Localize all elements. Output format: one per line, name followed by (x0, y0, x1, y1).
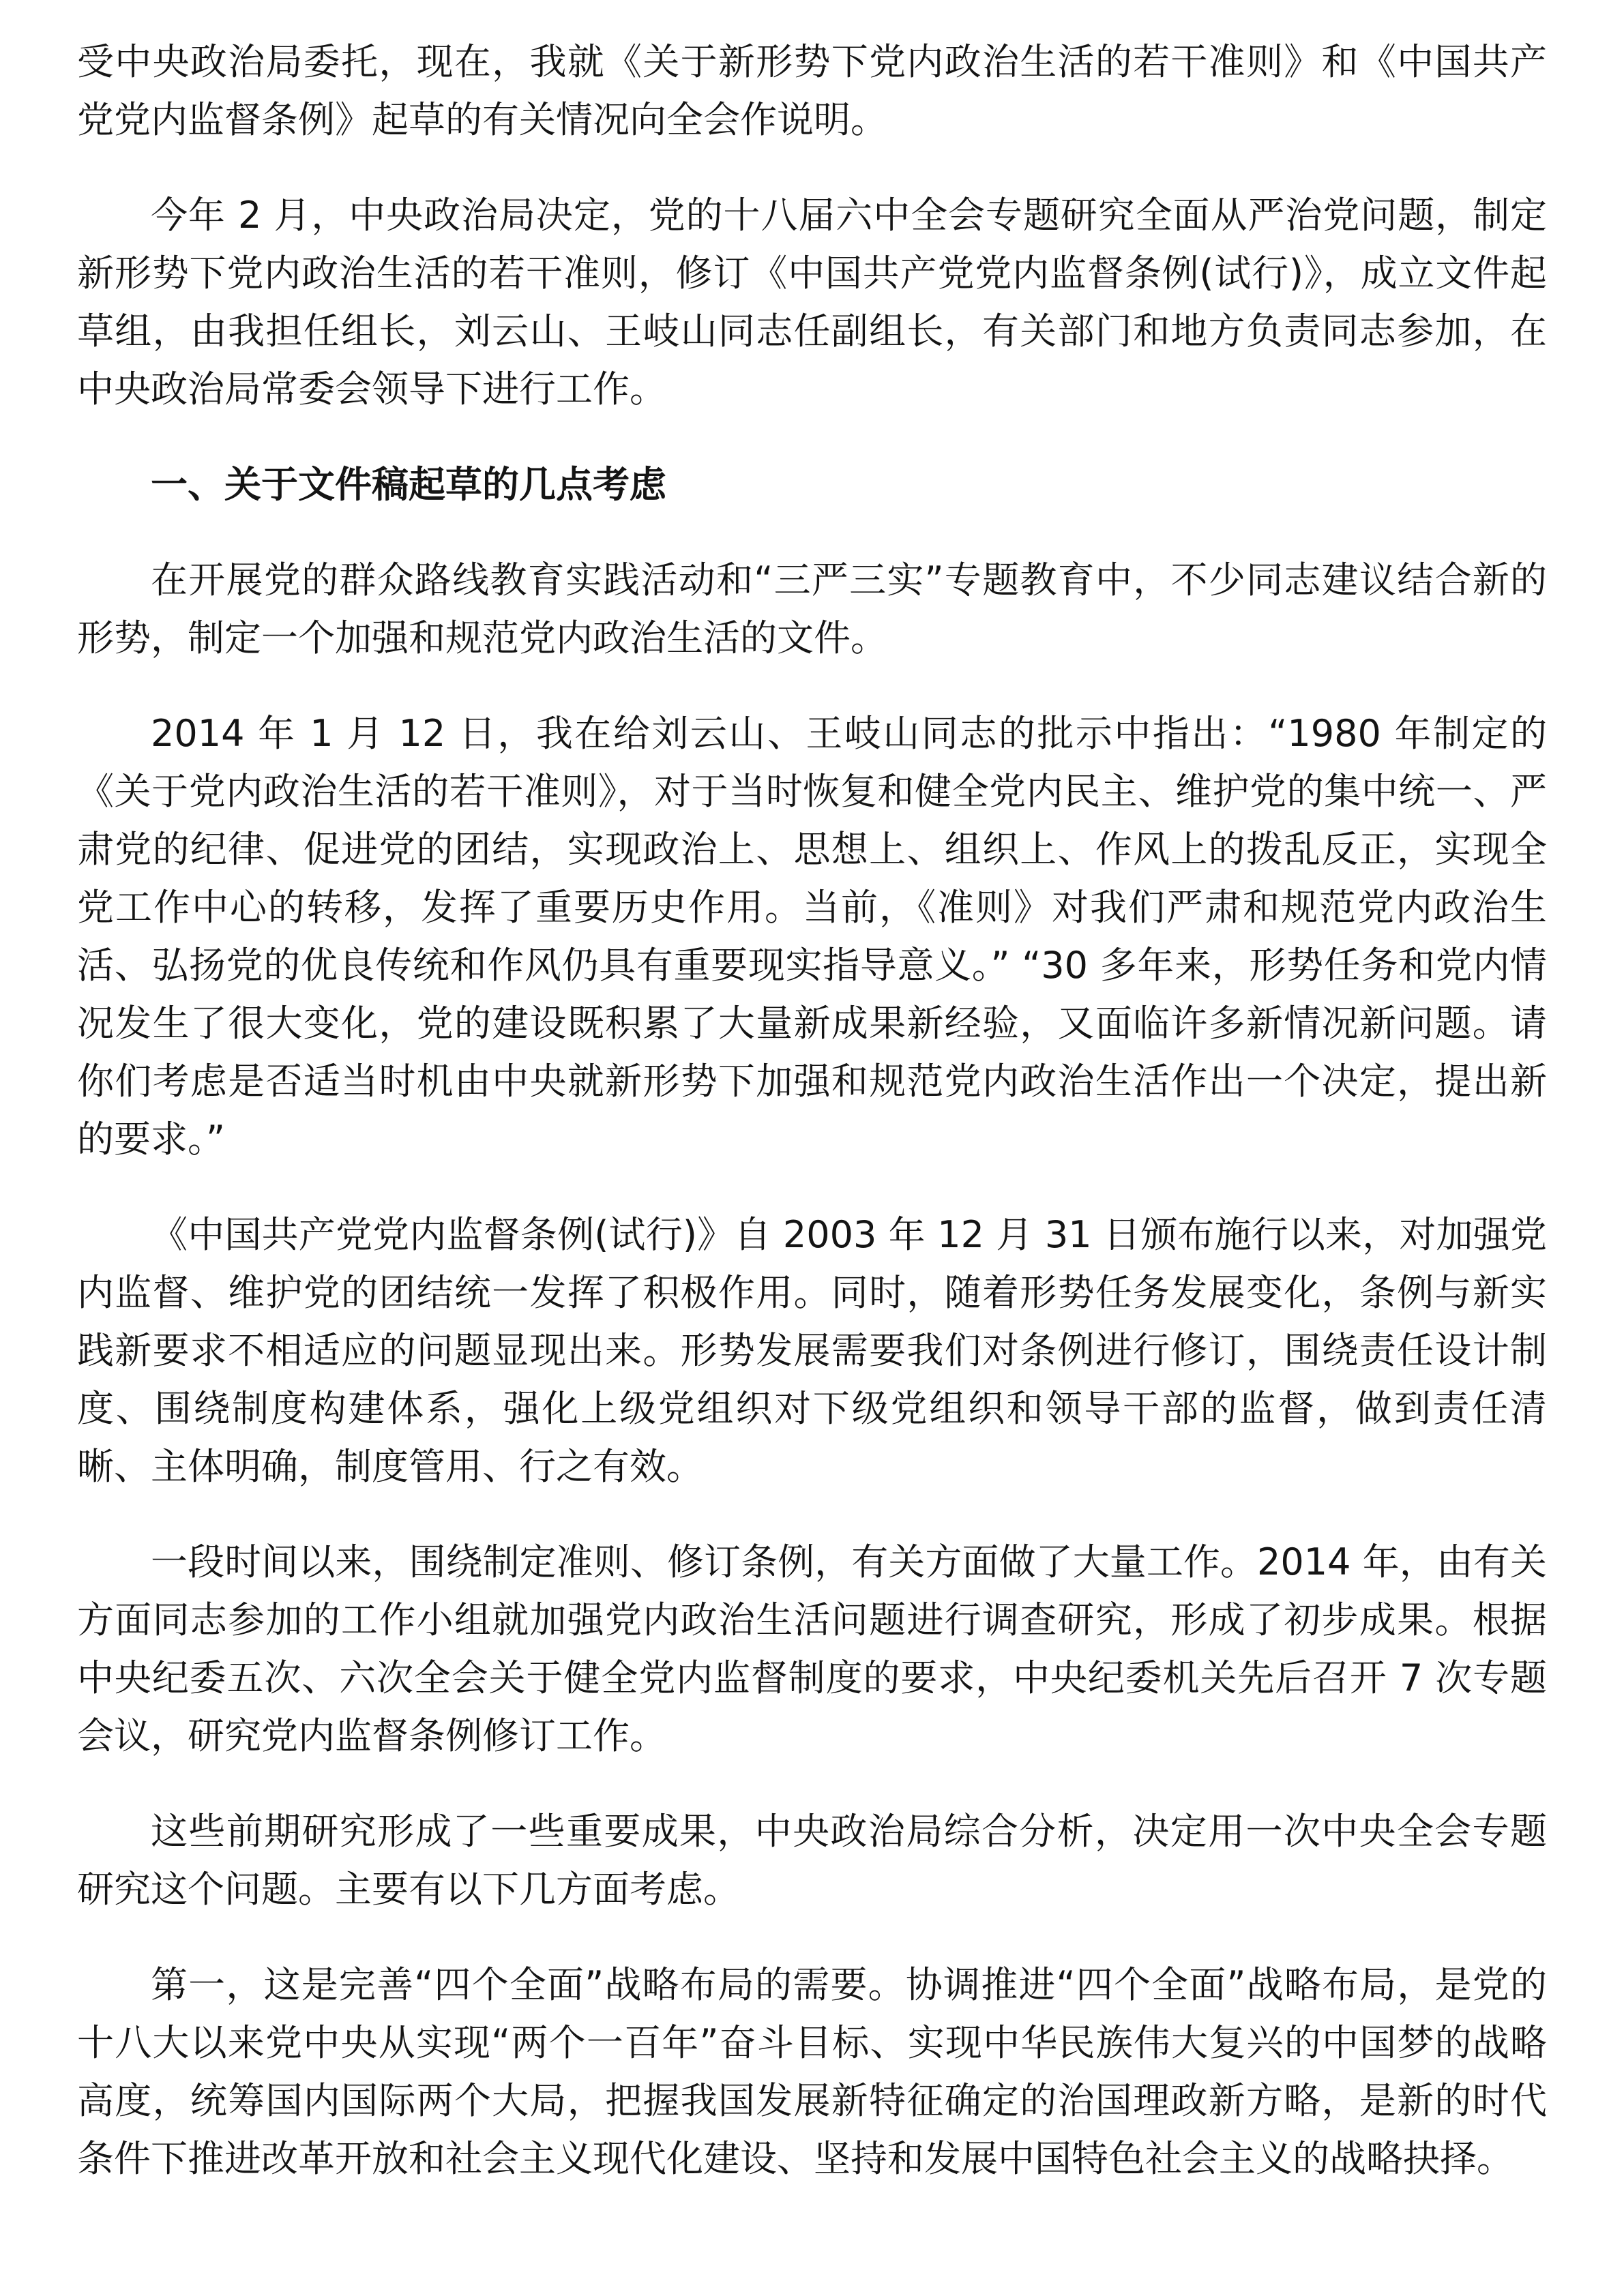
paragraph-intro: 受中央政治局委托，现在，我就《关于新形势下党内政治生活的若干准则》和《中国共产党党内监督条例》起草的有关情况向全会作说明。 (77, 40, 1547, 141)
paragraph-supervision-regulation: 《中国共产党党内监督条例(试行)》自 2003 年 12 月 31 日颁布施行以来，对加强党内监督、维护党的团结统一发挥了积极作用。同时，随着形势任务发展变化，条例与新实践新要求不相适应的问题显现出来。形势发展需要我们对条例进行修订，围绕责任设计制度、围绕制度构建体系，强化上级党组织对下级党组织和领导干部的监督，做到责任清晰、主体明确，制度管用、行之有效。 (77, 1213, 1547, 1488)
paragraph-background: 今年 2 月，中央政治局决定，党的十八届六中全会专题研究全面从严治党问题，制定新形势下党内政治生活的若干准则，修订《中国共产党党内监督条例(试行)》，成立文件起草组，由我担任组长，刘云山、王岐山同志任副组长，有关部门和地方负责同志参加，在中央政治局常委会领导下进行工作。 (77, 194, 1547, 411)
paragraph-preparatory-work: 一段时间以来，围绕制定准则、修订条例，有关方面做了大量工作。2014 年，由有关方面同志参加的工作小组就加强党内政治生活问题进行调查研究，形成了初步成果。根据中央纪委五次、六次全会关于健全党内监督制度的要求，中央纪委机关先后召开 7 次专题会议，研究党内监督条例修订工作。 (77, 1540, 1547, 1757)
paragraph-suggestion: 在开展党的群众路线教育实践活动和“三严三实”专题教育中，不少同志建议结合新的形势，制定一个加强和规范党内政治生活的文件。 (77, 558, 1547, 659)
paragraph-considerations: 这些前期研究形成了一些重要成果，中央政治局综合分析，决定用一次中央全会专题研究这个问题。主要有以下几方面考虑。 (77, 1810, 1547, 1911)
document-page (77, 33, 1547, 2225)
section-heading: 一、关于文件稿起草的几点考虑 (151, 463, 666, 506)
paragraph-instruction-quote: 2014 年 1 月 12 日，我在给刘云山、王岐山同志的批示中指出：“1980 年制定的《关于党内政治生活的若干准则》，对于当时恢复和健全党内民主、维护党的集中统一、严肃党的纪律、促进党的团结，实现政治上、思想上、组织上、作风上的拨乱反正，实现全党工作中心的转移，发挥了重要历史作用。当前，《准则》对我们严肃和规范党内政治生活、弘扬党的优良传统和作风仍具有重要现实指导意义。” “30 多年来，形势任务和党内情况发生了很大变化，党的建设既积累了大量新成果新经验，又面临许多新情况新问题。请你们考虑是否适当时机由中央就新形势下加强和规范党内政治生活作出一个决定，提出新的要求。” (77, 712, 1547, 1161)
paragraph-first-point: 第一，这是完善“四个全面”战略布局的需要。协调推进“四个全面”战略布局，是党的十八大以来党中央从实现“两个一百年”奋斗目标、实现中华民族伟大复兴的中国梦的战略高度，统筹国内国际两个大局，把握我国发展新特征确定的治国理政新方略，是新的时代条件下推进改革开放和社会主义现代化建设、坚持和发展中国特色社会主义的战略抉择。 (77, 1963, 1547, 2180)
